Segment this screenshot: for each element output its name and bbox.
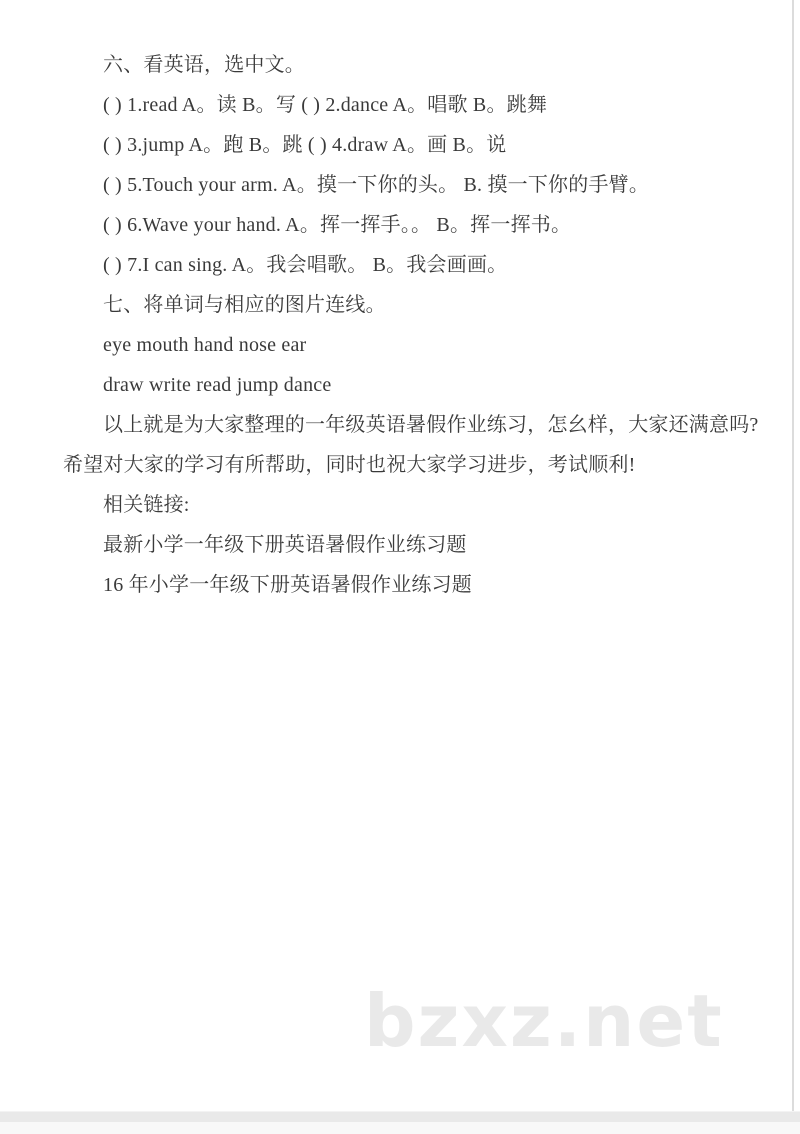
related-link-2: 16 年小学一年级下册英语暑假作业练习题 [103,574,472,596]
section-six-heading: 六、看英语，选中文。 [103,54,305,76]
section-seven-heading: 七、将单词与相应的图片连线。 [103,294,386,316]
question-line-5: ( ) 5.Touch your arm. A。摸一下你的头。 B. 摸一下你的手臂。 [103,174,650,196]
next-page-gap [0,1122,800,1134]
site-watermark: bzxz.net [364,979,724,1063]
question-line-3-4: ( ) 3.jump A。跑 B。跳 ( ) 4.draw A。画 B。说 [103,134,507,156]
closing-line-2: 希望对大家的学习有所帮助，同时也祝大家学习进步，考试顺利! [63,454,636,476]
related-link-1: 最新小学一年级下册英语暑假作业练习题 [103,534,467,556]
question-line-1-2: ( ) 1.read A。读 B。写 ( ) 2.dance A。唱歌 B。跳舞 [103,94,548,116]
word-row-body-parts: eye mouth hand nose ear [103,334,307,356]
question-line-6: ( ) 6.Wave your hand. A。挥一挥手。。 B。挥一挥书。 [103,214,572,236]
word-row-verbs: draw write read jump dance [103,374,332,396]
page-bottom-separator [0,1111,800,1122]
closing-line-1: 以上就是为大家整理的一年级英语暑假作业练习，怎幺样，大家还满意吗? [103,414,759,436]
question-line-7: ( ) 7.I can sing. A。我会唱歌。 B。我会画画。 [103,254,508,276]
document-content [63,45,759,605]
related-links-heading: 相关链接: [103,494,190,516]
page-right-edge-line [792,0,794,1113]
